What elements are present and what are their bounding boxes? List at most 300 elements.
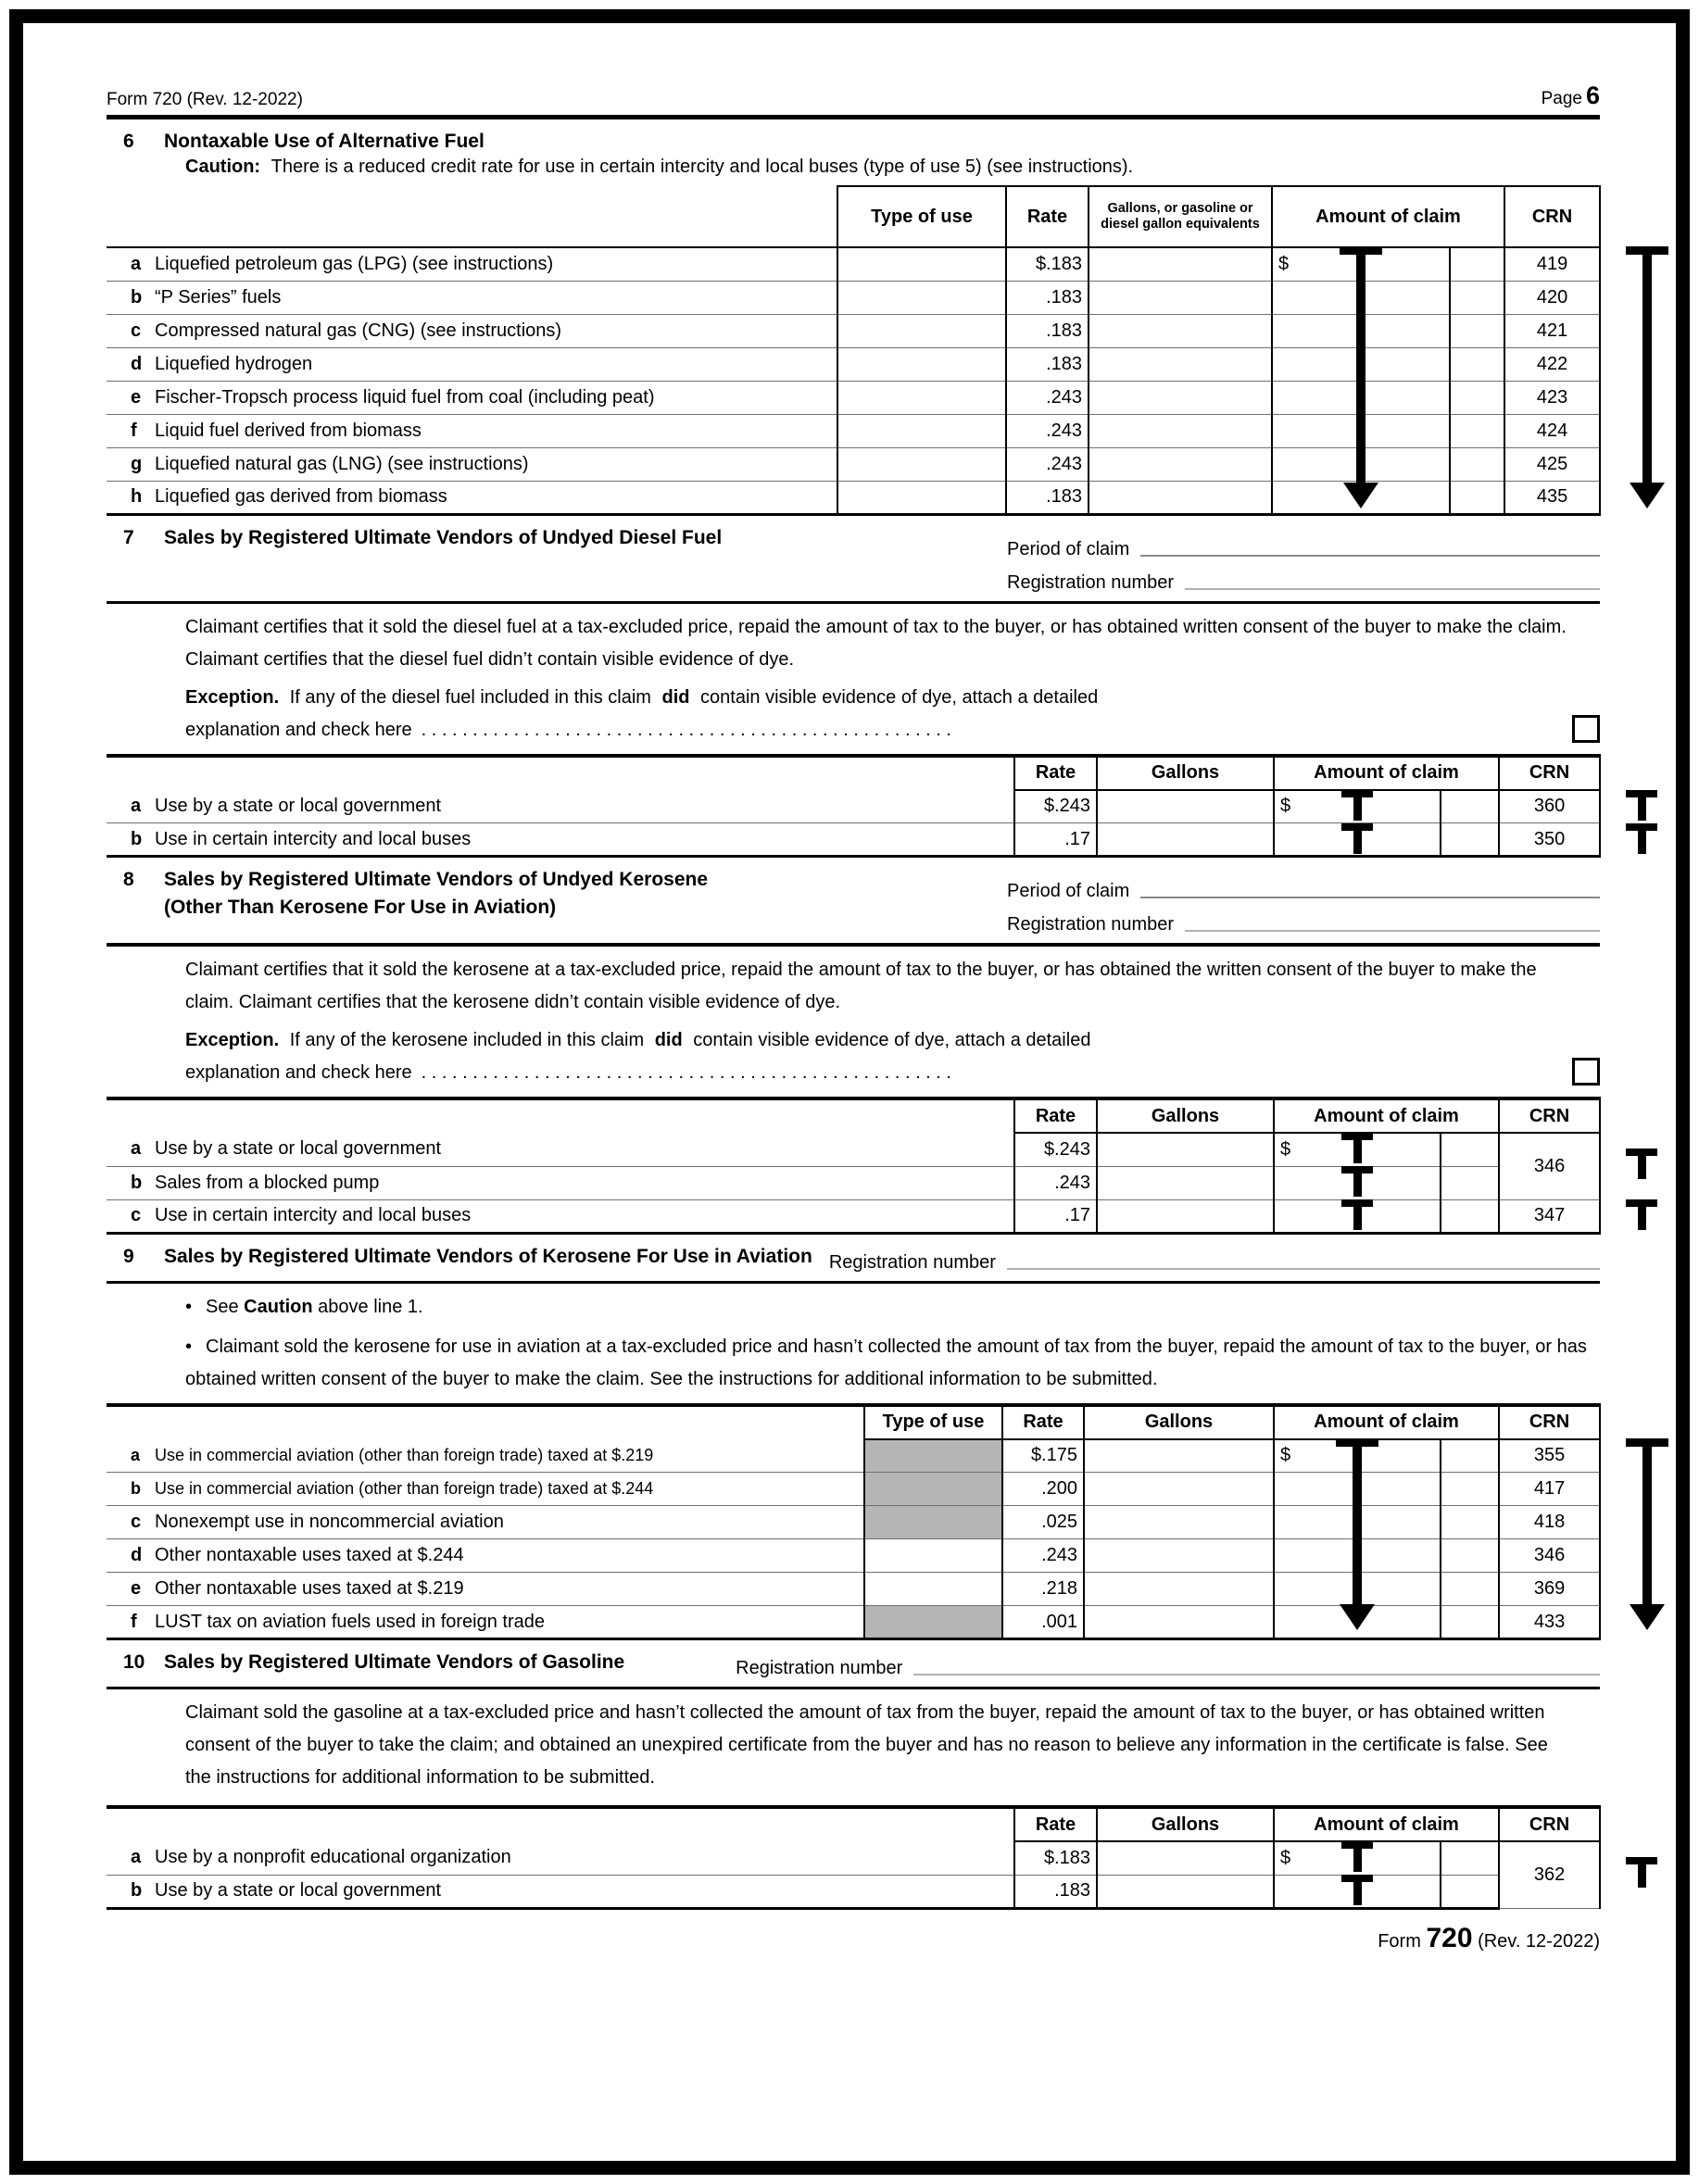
cents-input-cell[interactable] <box>1441 1506 1499 1539</box>
rate-cell: .243 <box>1006 381 1089 414</box>
registration-number-label: Registration number <box>1007 571 1175 593</box>
gallons-input-cell[interactable] <box>1084 1573 1274 1606</box>
section-9-title: Sales by Registered Ultimate Vendors of Kerosene For Use in Aviation <box>164 1245 812 1267</box>
bullet-item <box>185 1291 1600 1324</box>
gallons-input-cell[interactable] <box>1089 314 1272 347</box>
row-letter: b <box>131 1880 143 1901</box>
gallons-input-cell[interactable] <box>1097 1166 1274 1199</box>
page-header <box>107 82 1600 119</box>
tee-arrow <box>1626 823 1657 854</box>
desc-header-cell <box>107 1405 864 1439</box>
desc-header-cell <box>107 756 1014 790</box>
section-9-number: 9 <box>123 1245 134 1267</box>
row-letter: g <box>131 453 143 474</box>
row-desc-cell <box>107 414 837 447</box>
rate-header: Rate <box>1014 1807 1097 1841</box>
tee-arrow <box>1626 1857 1657 1888</box>
registration-number-field[interactable] <box>1007 1246 1600 1270</box>
desc-header-cell <box>107 186 837 247</box>
row-desc: Use by a state or local government <box>155 1880 442 1901</box>
row-letter: a <box>131 1847 142 1868</box>
period-of-claim-row <box>1007 527 1600 560</box>
check-here-text: explanation and check here <box>185 1062 412 1083</box>
rate-cell: .183 <box>1006 314 1089 347</box>
bullet-item <box>185 1331 1600 1396</box>
rate-header: Rate <box>1006 186 1089 247</box>
crn-cell: 347 <box>1499 1199 1600 1233</box>
line-7-table-wrap <box>107 754 1600 859</box>
row-desc-cell <box>107 447 837 481</box>
page-number-block <box>1542 82 1600 110</box>
type-of-use-input-cell[interactable] <box>837 381 1006 414</box>
page-label: Page <box>1541 89 1582 108</box>
dollar-sign: $ <box>1280 1847 1291 1868</box>
dyed-fuel-checkbox[interactable] <box>1572 715 1600 743</box>
bullet-icon: • <box>185 1296 193 1317</box>
line-8-table-wrap <box>107 1097 1600 1235</box>
row-letter: b <box>131 828 143 849</box>
rate-cell: $.175 <box>1002 1439 1084 1473</box>
caution-label: Caution: <box>185 157 261 177</box>
exception-post: contain visible evidence of dye, attach a detailed <box>693 1030 1091 1050</box>
gallons-input-cell[interactable] <box>1089 347 1272 381</box>
registration-number-row <box>1007 560 1600 594</box>
table-row <box>107 790 1600 823</box>
row-desc-cell <box>107 281 837 314</box>
line-9-table-wrap <box>107 1403 1600 1641</box>
row-letter: f <box>131 1611 137 1632</box>
row-desc: Fischer-Tropsch process liquid fuel from coal (including peat) <box>155 386 655 408</box>
type-of-use-header: Type of use <box>864 1405 1002 1439</box>
rate-cell: .218 <box>1002 1573 1084 1606</box>
exception-label: Exception. <box>185 686 280 708</box>
crn-cell: 418 <box>1499 1506 1600 1539</box>
gallons-input-cell[interactable] <box>1084 1473 1274 1506</box>
row-letter: a <box>131 1445 141 1464</box>
section-6-caution <box>185 157 1600 178</box>
section-9-bullets <box>185 1291 1600 1396</box>
rate-cell: .243 <box>1006 414 1089 447</box>
crn-cell: 417 <box>1499 1473 1600 1506</box>
gallons-header: Gallons <box>1097 1807 1274 1841</box>
type-of-use-shaded-cell <box>864 1606 1002 1639</box>
rate-cell: .243 <box>1014 1166 1097 1199</box>
check-here-text: explanation and check here <box>185 719 412 740</box>
rate-cell: .025 <box>1002 1506 1084 1539</box>
row-letter: d <box>131 1545 143 1565</box>
crn-cell: 422 <box>1504 347 1600 381</box>
gallons-input-cell[interactable] <box>1097 1199 1274 1233</box>
row-desc-cell <box>107 347 837 381</box>
section-6-heading <box>107 131 1600 178</box>
cents-input-cell[interactable] <box>1441 823 1499 857</box>
crn-cell: 424 <box>1504 414 1600 447</box>
row-desc-cell <box>107 314 837 347</box>
row-letter: c <box>131 1205 142 1225</box>
crn-cell: 423 <box>1504 381 1600 414</box>
form-page <box>107 82 1600 1954</box>
row-desc: Use by a state or local government <box>155 1138 442 1160</box>
period-of-claim-field[interactable] <box>1140 874 1600 898</box>
amount-of-claim-header: Amount of claim <box>1274 1098 1499 1133</box>
type-of-use-input-cell[interactable] <box>864 1539 1002 1573</box>
type-of-use-input-cell[interactable] <box>837 447 1006 481</box>
gallons-header: Gallons <box>1084 1405 1274 1439</box>
section-7-heading <box>107 527 1600 604</box>
cents-input-cell[interactable] <box>1450 381 1504 414</box>
cents-input-cell[interactable] <box>1450 481 1504 514</box>
cents-input-cell[interactable] <box>1441 1875 1499 1908</box>
row-desc: LUST tax on aviation fuels used in foreign trade <box>155 1611 545 1632</box>
registration-number-row <box>1007 902 1600 935</box>
crn-cell: 350 <box>1499 823 1600 857</box>
row-desc-cell <box>107 1506 864 1539</box>
cents-input-cell[interactable] <box>1450 447 1504 481</box>
row-letter: f <box>131 420 137 441</box>
registration-number-row <box>624 1651 1600 1679</box>
form-revision-ref: Form 720 (Rev. 12-2022) <box>107 90 303 109</box>
type-of-use-input-cell[interactable] <box>837 347 1006 381</box>
exception-label: Exception. <box>185 1030 280 1050</box>
registration-number-label: Registration number <box>828 1251 996 1273</box>
type-of-use-input-cell[interactable] <box>837 247 1006 281</box>
row-desc-cell <box>107 481 837 514</box>
period-of-claim-row <box>1007 869 1600 902</box>
gallons-input-cell[interactable] <box>1097 790 1274 823</box>
row-desc-cell <box>107 1841 1014 1875</box>
table-row <box>107 1841 1600 1875</box>
footer-form-label: Form <box>1378 1930 1421 1952</box>
cents-input-cell[interactable] <box>1450 314 1504 347</box>
section-10-number: 10 <box>123 1651 145 1673</box>
row-desc: Nonexempt use in noncommercial aviation <box>155 1512 504 1532</box>
table-row <box>107 1875 1600 1908</box>
registration-number-label: Registration number <box>736 1658 903 1678</box>
type-of-use-input-cell[interactable] <box>837 281 1006 314</box>
tee-arrow <box>1626 1199 1657 1230</box>
gallons-input-cell[interactable] <box>1089 247 1272 281</box>
rate-cell: $.243 <box>1014 1133 1097 1166</box>
crn-cell: 346 <box>1499 1539 1600 1573</box>
tee-arrow <box>1626 790 1657 821</box>
gallons-header: Gallons <box>1097 756 1274 790</box>
tee-arrow <box>1341 1166 1373 1197</box>
registration-number-field[interactable] <box>1185 566 1600 590</box>
row-desc-cell <box>107 790 1014 823</box>
table-row <box>107 1133 1600 1166</box>
crn-cell: 420 <box>1504 281 1600 314</box>
exception-post: contain visible evidence of dye, attach a detailed <box>700 686 1099 708</box>
section-9-title-block <box>107 1246 812 1268</box>
rate-cell: $.243 <box>1014 790 1097 823</box>
section-10-title: Sales by Registered Ultimate Vendors of Gasoline <box>164 1651 625 1673</box>
rate-cell: .200 <box>1002 1473 1084 1506</box>
dot-leader: . . . . . . . . . . . . . . . . . . . . . . . . . . . . . . . . . . . . . . . . . . . . . . . . . . . . <box>421 719 951 740</box>
row-desc-cell <box>107 1875 1014 1908</box>
down-arrow <box>1626 1438 1668 1630</box>
rate-header: Rate <box>1014 756 1097 790</box>
gallons-input-cell[interactable] <box>1097 1841 1274 1875</box>
cents-input-cell[interactable] <box>1441 1473 1499 1506</box>
crn-cell: 355 <box>1499 1439 1600 1473</box>
section-10-title-block <box>107 1651 624 1674</box>
row-desc: Liquid fuel derived from biomass <box>155 420 422 441</box>
crn-cell: 369 <box>1499 1573 1600 1606</box>
dollar-sign: $ <box>1280 1445 1291 1466</box>
section-7-claim-fields <box>1007 527 1600 594</box>
dollar-sign: $ <box>1278 253 1290 274</box>
section-8-claim-fields <box>1007 869 1600 935</box>
section-9-heading <box>107 1246 1600 1284</box>
rate-header: Rate <box>1014 1098 1097 1133</box>
gallons-input-cell[interactable] <box>1084 1606 1274 1639</box>
cents-input-cell[interactable] <box>1450 247 1504 281</box>
row-letter: e <box>131 1578 142 1599</box>
gallons-input-cell[interactable] <box>1089 381 1272 414</box>
tee-arrow <box>1341 790 1373 821</box>
cents-input-cell[interactable] <box>1441 1166 1499 1199</box>
row-desc: Liquefied gas derived from biomass <box>155 486 447 507</box>
exception-bold: did <box>654 1030 683 1050</box>
exception-pre: If any of the kerosene included in this claim <box>289 1030 645 1050</box>
cents-input-cell[interactable] <box>1441 1573 1499 1606</box>
row-letter: e <box>131 386 142 408</box>
line-10-table <box>107 1805 1601 1910</box>
row-desc-cell <box>107 1133 1014 1166</box>
dyed-kerosene-checkbox[interactable] <box>1572 1058 1600 1086</box>
row-desc: Use in certain intercity and local buses <box>155 1205 472 1225</box>
row-desc: Use in commercial aviation (other than foreign trade) taxed at $.219 <box>155 1445 654 1464</box>
cents-input-cell[interactable] <box>1450 347 1504 381</box>
rate-cell: $.183 <box>1014 1841 1097 1875</box>
section-7-check-here-row <box>185 714 1600 747</box>
gallons-input-cell[interactable] <box>1097 823 1274 857</box>
section-7-certification: Claimant certifies that it sold the diesel fuel at a tax-excluded price, repaid the amount of tax to the buyer, or has obtained written consent of the buyer to make the claim. Claimant certifies that the diesel fuel didn’t contain visible evidence of dye. <box>185 616 1567 670</box>
row-desc-cell <box>107 823 1014 857</box>
gallons-input-cell[interactable] <box>1089 281 1272 314</box>
row-desc: Liquefied hydrogen <box>155 353 313 374</box>
row-desc-cell <box>107 1439 864 1473</box>
crn-cell: 435 <box>1504 481 1600 514</box>
gallons-header: Gallons, or gasoline or diesel gallon equivalents <box>1089 186 1272 247</box>
type-of-use-header: Type of use <box>837 186 1006 247</box>
row-desc-cell <box>107 247 837 281</box>
gallons-header: Gallons <box>1097 1098 1274 1133</box>
section-8-exception <box>185 1024 1353 1057</box>
page-number: 6 <box>1585 82 1600 109</box>
line-7-table <box>107 754 1601 859</box>
gallons-input-cell[interactable] <box>1089 481 1272 514</box>
rate-cell: .17 <box>1014 823 1097 857</box>
table-row <box>107 1166 1600 1199</box>
gallons-input-cell[interactable] <box>1097 1875 1274 1908</box>
section-6-title: Nontaxable Use of Alternative Fuel <box>164 131 485 152</box>
crn-cell: 360 <box>1499 790 1600 823</box>
amount-of-claim-header: Amount of claim <box>1274 756 1499 790</box>
row-desc-cell <box>107 381 837 414</box>
crn-cell: 425 <box>1504 447 1600 481</box>
row-desc: Use in commercial aviation (other than foreign trade) taxed at $.244 <box>155 1479 654 1498</box>
gallons-input-cell[interactable] <box>1089 447 1272 481</box>
row-letter: h <box>131 486 143 507</box>
page-footer <box>107 1923 1600 1954</box>
gallons-input-cell[interactable] <box>1097 1133 1274 1166</box>
tee-arrow <box>1341 1199 1373 1230</box>
crn-cell: 421 <box>1504 314 1600 347</box>
section-7-title: Sales by Registered Ultimate Vendors of Undyed Diesel Fuel <box>164 526 723 548</box>
row-desc: Compressed natural gas (CNG) (see instructions) <box>155 320 562 341</box>
cents-input-cell[interactable] <box>1441 1841 1499 1875</box>
line-8-table <box>107 1097 1601 1235</box>
row-desc: Liquefied petroleum gas (LPG) (see instructions) <box>155 253 554 274</box>
row-desc-cell <box>107 1539 864 1573</box>
row-desc: Use in certain intercity and local buses <box>155 828 472 849</box>
footer-form-number: 720 <box>1426 1922 1473 1953</box>
crn-header: CRN <box>1504 186 1600 247</box>
row-desc-cell <box>107 1166 1014 1199</box>
period-of-claim-label: Period of claim <box>1007 881 1130 901</box>
row-letter: b <box>131 286 143 308</box>
gallons-input-cell[interactable] <box>1084 1439 1274 1473</box>
gallons-input-cell[interactable] <box>1084 1539 1274 1573</box>
cents-input-cell[interactable] <box>1441 1439 1499 1473</box>
crn-header: CRN <box>1499 1405 1600 1439</box>
section-8-certification: Claimant certifies that it sold the kerosene at a tax-excluded price, repaid the amount of tax to the buyer, or has obtained the written consent of the buyer to make the claim. Claimant certifies that the kerosene didn’t contain visible evidence of dye. <box>185 960 1537 1012</box>
crn-header: CRN <box>1499 1098 1600 1133</box>
row-letter: a <box>131 1138 142 1160</box>
row-letter: a <box>131 253 142 274</box>
cents-input-cell[interactable] <box>1441 1199 1499 1233</box>
row-letter: b <box>131 1479 141 1498</box>
rate-cell: $.183 <box>1006 247 1089 281</box>
row-letter: c <box>131 320 142 341</box>
type-of-use-input-cell[interactable] <box>837 314 1006 347</box>
period-of-claim-field[interactable] <box>1140 533 1600 557</box>
registration-number-label: Registration number <box>1007 914 1175 935</box>
registration-number-field[interactable] <box>1185 908 1600 932</box>
section-8-title-line2: (Other Than Kerosene For Use in Aviation) <box>164 897 557 918</box>
crn-cell: 362 <box>1499 1841 1600 1908</box>
rate-header: Rate <box>1002 1405 1084 1439</box>
section-8-number: 8 <box>123 869 134 890</box>
rate-cell: .183 <box>1006 281 1089 314</box>
exception-pre: If any of the diesel fuel included in this claim <box>289 686 651 708</box>
down-arrow <box>1626 246 1668 508</box>
row-desc: Use by a nonprofit educational organization <box>155 1847 511 1868</box>
crn-cell: 433 <box>1499 1606 1600 1639</box>
section-7-number: 7 <box>123 526 134 548</box>
section-10-certification: Claimant sold the gasoline at a tax-excluded price and hasn’t collected the amount of tax from the buyer, repaid the amount of tax to the buyer, or has obtained written consent of the buyer to take the claim; and obtained an unexpired certificate from the buyer and has no reason to believe any information in the certificate is false. See the instructions for additional information to be submitted. <box>185 1702 1548 1788</box>
rate-cell: .183 <box>1006 481 1089 514</box>
down-arrow <box>1336 1438 1378 1630</box>
section-6-number: 6 <box>123 131 134 152</box>
crn-header: CRN <box>1499 756 1600 790</box>
tee-arrow <box>1341 823 1373 854</box>
row-desc: Other nontaxable uses taxed at $.219 <box>155 1578 464 1599</box>
type-of-use-shaded-cell <box>864 1506 1002 1539</box>
table-row <box>107 823 1600 857</box>
cents-input-cell[interactable] <box>1450 281 1504 314</box>
type-of-use-shaded-cell <box>864 1473 1002 1506</box>
row-letter: c <box>131 1512 142 1532</box>
row-desc: Liquefied natural gas (LNG) (see instructions) <box>155 453 529 474</box>
line-10-table-wrap <box>107 1805 1600 1910</box>
bullet1-pre: See <box>206 1296 239 1317</box>
crn-header: CRN <box>1499 1807 1600 1841</box>
cents-input-cell[interactable] <box>1441 1606 1499 1639</box>
type-of-use-shaded-cell <box>864 1439 1002 1473</box>
tee-arrow <box>1341 1133 1373 1163</box>
type-of-use-input-cell[interactable] <box>864 1573 1002 1606</box>
bullet2-text: Claimant sold the kerosene for use in aviation at a tax-excluded price and hasn’t collected the amount of tax from the buyer, repaid the amount of tax to the buyer, or has obtained written consent of the buyer to make the claim. See the instructions for additional information to be submitted. <box>185 1336 1587 1389</box>
bullet1-bold: Caution <box>244 1296 313 1317</box>
row-desc: Use by a state or local government <box>155 795 442 816</box>
gallons-input-cell[interactable] <box>1084 1506 1274 1539</box>
dot-leader: . . . . . . . . . . . . . . . . . . . . . . . . . . . . . . . . . . . . . . . . . . . . . . . . . . . . <box>421 1062 951 1083</box>
row-letter: a <box>131 795 142 816</box>
down-arrow <box>1340 246 1382 508</box>
amount-of-claim-header: Amount of claim <box>1274 1405 1499 1439</box>
caution-text: There is a reduced credit rate for use in certain intercity and local buses (type of use 5) (see instructions). <box>271 157 1134 177</box>
tee-arrow <box>1341 1841 1373 1872</box>
type-of-use-input-cell[interactable] <box>837 414 1006 447</box>
cents-input-cell[interactable] <box>1441 790 1499 823</box>
desc-header-cell <box>107 1098 1014 1133</box>
dollar-sign: $ <box>1280 1138 1291 1160</box>
desc-header-cell <box>107 1807 1014 1841</box>
rate-cell: .17 <box>1014 1199 1097 1233</box>
rate-cell: .183 <box>1014 1875 1097 1908</box>
gallons-input-cell[interactable] <box>1089 414 1272 447</box>
row-desc-cell <box>107 1473 864 1506</box>
section-8-heading <box>107 869 1600 947</box>
section-7-exception <box>185 682 1353 714</box>
registration-number-field[interactable] <box>913 1651 1600 1676</box>
rate-cell: .243 <box>1006 447 1089 481</box>
cents-input-cell[interactable] <box>1441 1133 1499 1166</box>
amount-of-claim-header: Amount of claim <box>1274 1807 1499 1841</box>
rate-cell: .243 <box>1002 1539 1084 1573</box>
section-8-check-here-row <box>185 1057 1600 1089</box>
row-desc: Sales from a blocked pump <box>155 1172 380 1193</box>
registration-number-row <box>812 1246 1600 1274</box>
footer-revision: (Rev. 12-2022) <box>1478 1930 1600 1952</box>
section-8-title-block <box>107 869 1007 919</box>
cents-input-cell[interactable] <box>1450 414 1504 447</box>
dollar-sign: $ <box>1280 796 1291 817</box>
table-row <box>107 1199 1600 1233</box>
row-letter: b <box>131 1172 143 1193</box>
bullet-icon: • <box>185 1336 193 1357</box>
row-desc: “P Series” fuels <box>155 286 282 308</box>
row-desc-cell <box>107 1606 864 1639</box>
tee-arrow <box>1341 1875 1373 1905</box>
row-desc-cell <box>107 1573 864 1606</box>
line-6-table-wrap <box>107 185 1600 516</box>
rate-cell: .001 <box>1002 1606 1084 1639</box>
row-desc-cell <box>107 1199 1014 1233</box>
cents-input-cell[interactable] <box>1441 1539 1499 1573</box>
row-letter: d <box>131 353 143 374</box>
crn-cell: 419 <box>1504 247 1600 281</box>
bullet1-post: above line 1. <box>318 1296 423 1317</box>
tee-arrow <box>1626 1148 1657 1179</box>
exception-bold: did <box>661 686 690 708</box>
rate-cell: .183 <box>1006 347 1089 381</box>
section-7-title-block <box>107 527 1007 549</box>
section-8-title-line1: Sales by Registered Ultimate Vendors of Undyed Kerosene <box>164 869 709 890</box>
type-of-use-input-cell[interactable] <box>837 481 1006 514</box>
